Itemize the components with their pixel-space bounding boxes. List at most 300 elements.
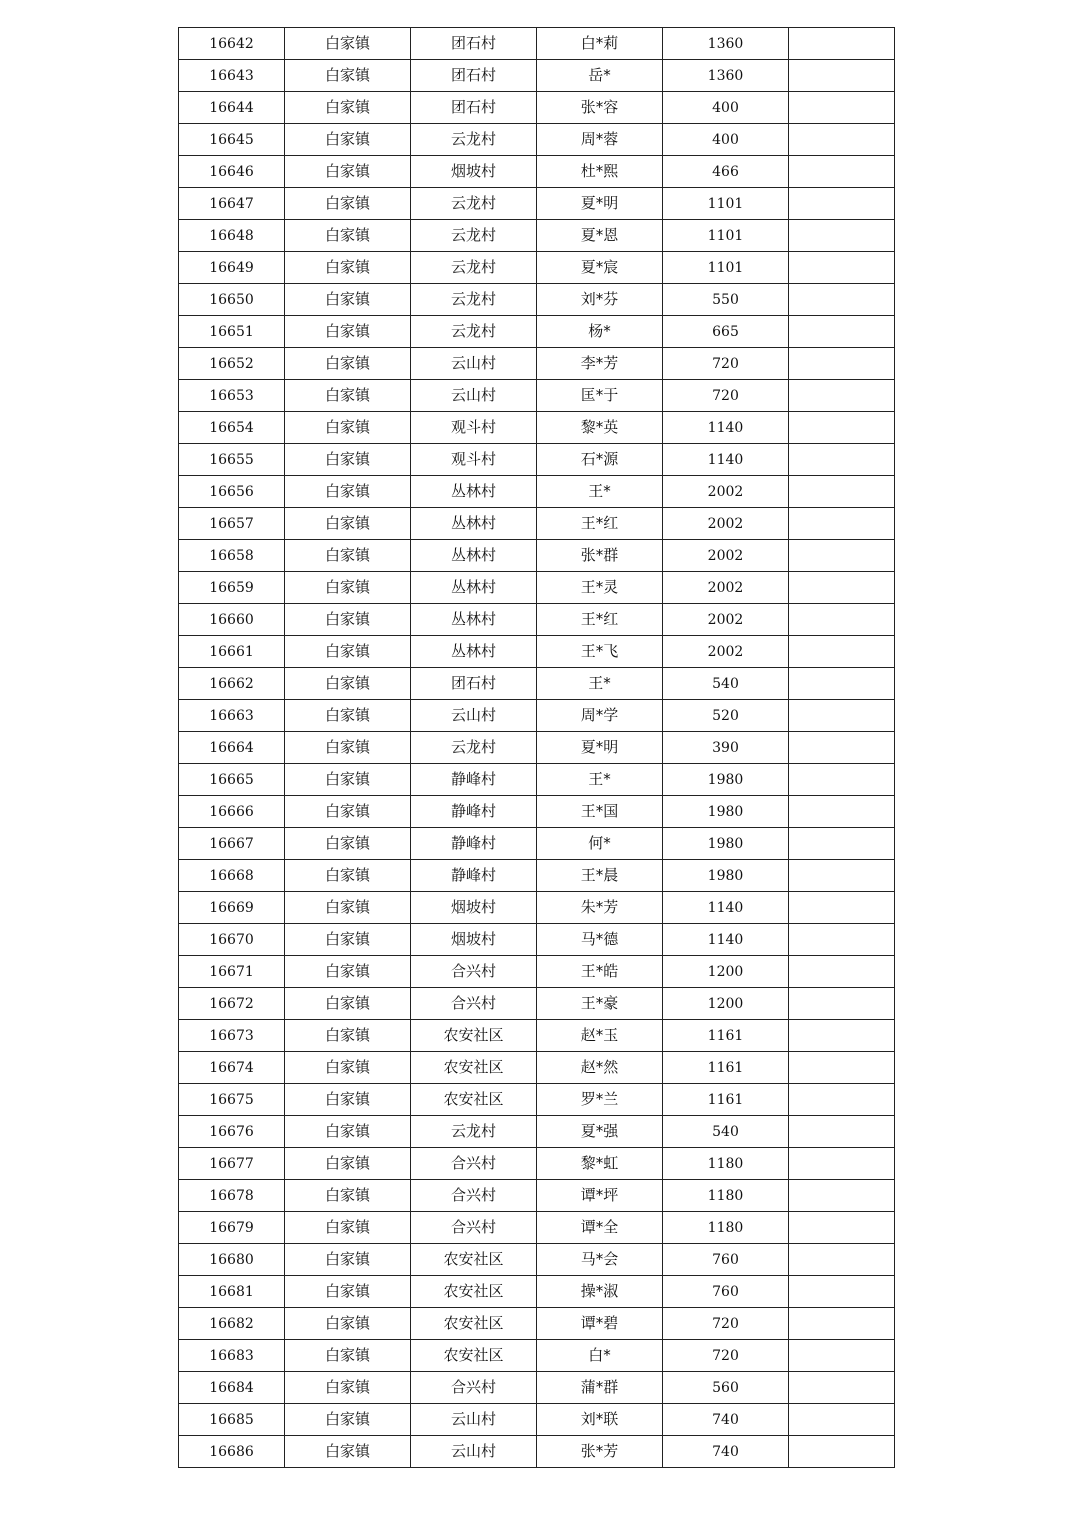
cell-amount: 1360: [663, 60, 789, 92]
cell-note: [789, 1276, 895, 1308]
cell-village: 合兴村: [411, 1180, 537, 1212]
cell-name: 杨*: [537, 316, 663, 348]
cell-village: 合兴村: [411, 956, 537, 988]
cell-village: 团石村: [411, 28, 537, 60]
cell-id: 16650: [179, 284, 285, 316]
table-row: [179, 124, 895, 156]
table-row: [179, 348, 895, 380]
cell-amount: 2002: [663, 636, 789, 668]
table-row: [179, 1308, 895, 1340]
cell-name: 马*会: [537, 1244, 663, 1276]
cell-name: 夏*宸: [537, 252, 663, 284]
cell-town: 白家镇: [285, 508, 411, 540]
cell-village: 农安社区: [411, 1244, 537, 1276]
cell-amount: 720: [663, 348, 789, 380]
cell-village: 云山村: [411, 700, 537, 732]
table-row: [179, 60, 895, 92]
cell-name: 刘*联: [537, 1404, 663, 1436]
cell-id: 16668: [179, 860, 285, 892]
cell-note: [789, 60, 895, 92]
cell-name: 黎*英: [537, 412, 663, 444]
table-row: [179, 444, 895, 476]
cell-note: [789, 924, 895, 956]
cell-id: 16660: [179, 604, 285, 636]
cell-town: 白家镇: [285, 92, 411, 124]
table-row: [179, 508, 895, 540]
cell-id: 16683: [179, 1340, 285, 1372]
cell-amount: 400: [663, 124, 789, 156]
cell-town: 白家镇: [285, 316, 411, 348]
cell-name: 王*晨: [537, 860, 663, 892]
table-row: [179, 1340, 895, 1372]
cell-name: 王*豪: [537, 988, 663, 1020]
cell-id: 16675: [179, 1084, 285, 1116]
cell-amount: 550: [663, 284, 789, 316]
cell-id: 16654: [179, 412, 285, 444]
cell-village: 烟坡村: [411, 156, 537, 188]
cell-town: 白家镇: [285, 1276, 411, 1308]
cell-name: 王*: [537, 476, 663, 508]
table-row: [179, 572, 895, 604]
cell-town: 白家镇: [285, 572, 411, 604]
cell-name: 黎*虹: [537, 1148, 663, 1180]
cell-village: 丛林村: [411, 508, 537, 540]
cell-note: [789, 1052, 895, 1084]
table-row: [179, 924, 895, 956]
cell-name: 李*芳: [537, 348, 663, 380]
cell-note: [789, 764, 895, 796]
cell-amount: 1980: [663, 796, 789, 828]
table-row: [179, 1020, 895, 1052]
cell-note: [789, 892, 895, 924]
cell-town: 白家镇: [285, 540, 411, 572]
cell-town: 白家镇: [285, 284, 411, 316]
cell-village: 静峰村: [411, 764, 537, 796]
cell-town: 白家镇: [285, 252, 411, 284]
cell-id: 16658: [179, 540, 285, 572]
cell-note: [789, 220, 895, 252]
cell-id: 16646: [179, 156, 285, 188]
cell-note: [789, 1372, 895, 1404]
table-row: [179, 1180, 895, 1212]
table-row: [179, 1084, 895, 1116]
cell-town: 白家镇: [285, 1116, 411, 1148]
cell-note: [789, 1244, 895, 1276]
cell-amount: 760: [663, 1276, 789, 1308]
cell-town: 白家镇: [285, 156, 411, 188]
table-row: [179, 1372, 895, 1404]
cell-note: [789, 700, 895, 732]
cell-amount: 540: [663, 1116, 789, 1148]
cell-amount: 1161: [663, 1084, 789, 1116]
table-row: [179, 1212, 895, 1244]
cell-note: [789, 508, 895, 540]
cell-town: 白家镇: [285, 1308, 411, 1340]
cell-name: 周*学: [537, 700, 663, 732]
table-row: [179, 892, 895, 924]
cell-name: 岳*: [537, 60, 663, 92]
cell-village: 农安社区: [411, 1052, 537, 1084]
cell-note: [789, 1148, 895, 1180]
cell-id: 16678: [179, 1180, 285, 1212]
cell-town: 白家镇: [285, 764, 411, 796]
cell-town: 白家镇: [285, 188, 411, 220]
cell-amount: 466: [663, 156, 789, 188]
cell-village: 云龙村: [411, 220, 537, 252]
cell-town: 白家镇: [285, 732, 411, 764]
cell-town: 白家镇: [285, 604, 411, 636]
cell-note: [789, 412, 895, 444]
cell-id: 16677: [179, 1148, 285, 1180]
cell-village: 农安社区: [411, 1276, 537, 1308]
cell-name: 王*飞: [537, 636, 663, 668]
cell-town: 白家镇: [285, 796, 411, 828]
cell-town: 白家镇: [285, 1020, 411, 1052]
cell-village: 云龙村: [411, 1116, 537, 1148]
cell-town: 白家镇: [285, 444, 411, 476]
cell-town: 白家镇: [285, 220, 411, 252]
cell-village: 团石村: [411, 92, 537, 124]
table-row: [179, 860, 895, 892]
table-body: [179, 28, 895, 1468]
cell-amount: 1980: [663, 764, 789, 796]
cell-id: 16642: [179, 28, 285, 60]
cell-town: 白家镇: [285, 380, 411, 412]
cell-id: 16676: [179, 1116, 285, 1148]
table-row: [179, 636, 895, 668]
cell-amount: 2002: [663, 476, 789, 508]
cell-amount: 1180: [663, 1212, 789, 1244]
cell-village: 农安社区: [411, 1308, 537, 1340]
table-row: [179, 1052, 895, 1084]
cell-amount: 2002: [663, 508, 789, 540]
cell-note: [789, 572, 895, 604]
table-row: [179, 188, 895, 220]
cell-id: 16648: [179, 220, 285, 252]
cell-town: 白家镇: [285, 476, 411, 508]
cell-note: [789, 956, 895, 988]
cell-note: [789, 540, 895, 572]
cell-id: 16643: [179, 60, 285, 92]
cell-id: 16669: [179, 892, 285, 924]
cell-village: 合兴村: [411, 1372, 537, 1404]
cell-village: 云山村: [411, 348, 537, 380]
cell-amount: 720: [663, 1340, 789, 1372]
cell-amount: 760: [663, 1244, 789, 1276]
cell-amount: 1101: [663, 252, 789, 284]
cell-note: [789, 1180, 895, 1212]
cell-name: 匡*于: [537, 380, 663, 412]
cell-name: 石*源: [537, 444, 663, 476]
cell-town: 白家镇: [285, 1372, 411, 1404]
table-row: [179, 1148, 895, 1180]
cell-id: 16663: [179, 700, 285, 732]
cell-note: [789, 636, 895, 668]
cell-village: 团石村: [411, 668, 537, 700]
cell-village: 云龙村: [411, 124, 537, 156]
cell-village: 静峰村: [411, 828, 537, 860]
cell-name: 蒲*群: [537, 1372, 663, 1404]
cell-note: [789, 92, 895, 124]
cell-name: 白*: [537, 1340, 663, 1372]
table-row: [179, 956, 895, 988]
table-row: [179, 764, 895, 796]
table-row: [179, 604, 895, 636]
cell-name: 谭*全: [537, 1212, 663, 1244]
cell-town: 白家镇: [285, 860, 411, 892]
cell-village: 云山村: [411, 1404, 537, 1436]
cell-amount: 1161: [663, 1052, 789, 1084]
table-row: [179, 796, 895, 828]
cell-id: 16686: [179, 1436, 285, 1468]
cell-name: 赵*然: [537, 1052, 663, 1084]
cell-name: 谭*碧: [537, 1308, 663, 1340]
cell-town: 白家镇: [285, 924, 411, 956]
cell-village: 农安社区: [411, 1340, 537, 1372]
cell-note: [789, 1116, 895, 1148]
cell-town: 白家镇: [285, 1084, 411, 1116]
cell-village: 农安社区: [411, 1020, 537, 1052]
cell-id: 16652: [179, 348, 285, 380]
cell-note: [789, 1308, 895, 1340]
cell-amount: 720: [663, 1308, 789, 1340]
cell-name: 白*莉: [537, 28, 663, 60]
cell-id: 16645: [179, 124, 285, 156]
cell-town: 白家镇: [285, 1148, 411, 1180]
cell-amount: 665: [663, 316, 789, 348]
cell-amount: 740: [663, 1404, 789, 1436]
cell-village: 云山村: [411, 380, 537, 412]
cell-id: 16682: [179, 1308, 285, 1340]
cell-note: [789, 444, 895, 476]
cell-village: 丛林村: [411, 476, 537, 508]
cell-amount: 1101: [663, 188, 789, 220]
cell-id: 16647: [179, 188, 285, 220]
cell-village: 合兴村: [411, 1212, 537, 1244]
cell-town: 白家镇: [285, 124, 411, 156]
cell-amount: 1161: [663, 1020, 789, 1052]
table-row: [179, 380, 895, 412]
table-row: [179, 28, 895, 60]
cell-town: 白家镇: [285, 828, 411, 860]
cell-amount: 1140: [663, 412, 789, 444]
cell-id: 16684: [179, 1372, 285, 1404]
cell-name: 杜*熙: [537, 156, 663, 188]
cell-note: [789, 604, 895, 636]
cell-village: 云龙村: [411, 188, 537, 220]
subsidy-table: [178, 27, 895, 1468]
cell-village: 烟坡村: [411, 892, 537, 924]
cell-name: 何*: [537, 828, 663, 860]
cell-town: 白家镇: [285, 1180, 411, 1212]
cell-id: 16644: [179, 92, 285, 124]
cell-village: 静峰村: [411, 796, 537, 828]
table-row: [179, 988, 895, 1020]
cell-amount: 1980: [663, 860, 789, 892]
cell-amount: 1140: [663, 892, 789, 924]
cell-note: [789, 1020, 895, 1052]
cell-amount: 1140: [663, 444, 789, 476]
cell-village: 丛林村: [411, 604, 537, 636]
cell-note: [789, 476, 895, 508]
cell-amount: 1360: [663, 28, 789, 60]
cell-amount: 720: [663, 380, 789, 412]
cell-town: 白家镇: [285, 956, 411, 988]
cell-village: 云龙村: [411, 316, 537, 348]
table-row: [179, 700, 895, 732]
cell-note: [789, 284, 895, 316]
cell-name: 赵*玉: [537, 1020, 663, 1052]
cell-town: 白家镇: [285, 60, 411, 92]
cell-id: 16679: [179, 1212, 285, 1244]
cell-amount: 560: [663, 1372, 789, 1404]
cell-town: 白家镇: [285, 668, 411, 700]
cell-note: [789, 988, 895, 1020]
table-row: [179, 732, 895, 764]
cell-village: 观斗村: [411, 444, 537, 476]
cell-note: [789, 796, 895, 828]
cell-name: 张*容: [537, 92, 663, 124]
cell-name: 周*蓉: [537, 124, 663, 156]
cell-note: [789, 28, 895, 60]
cell-amount: 2002: [663, 604, 789, 636]
cell-name: 操*淑: [537, 1276, 663, 1308]
cell-town: 白家镇: [285, 1212, 411, 1244]
table-row: [179, 1276, 895, 1308]
cell-name: 张*芳: [537, 1436, 663, 1468]
cell-name: 王*红: [537, 604, 663, 636]
cell-name: 王*皓: [537, 956, 663, 988]
cell-id: 16655: [179, 444, 285, 476]
table-row: [179, 316, 895, 348]
cell-amount: 390: [663, 732, 789, 764]
cell-amount: 400: [663, 92, 789, 124]
cell-id: 16662: [179, 668, 285, 700]
cell-town: 白家镇: [285, 1244, 411, 1276]
cell-note: [789, 1212, 895, 1244]
cell-town: 白家镇: [285, 1436, 411, 1468]
cell-id: 16673: [179, 1020, 285, 1052]
cell-town: 白家镇: [285, 1340, 411, 1372]
cell-village: 云龙村: [411, 284, 537, 316]
cell-amount: 1980: [663, 828, 789, 860]
cell-note: [789, 348, 895, 380]
cell-amount: 1140: [663, 924, 789, 956]
cell-village: 云山村: [411, 1436, 537, 1468]
cell-town: 白家镇: [285, 348, 411, 380]
cell-id: 16670: [179, 924, 285, 956]
cell-id: 16664: [179, 732, 285, 764]
cell-name: 王*灵: [537, 572, 663, 604]
cell-note: [789, 1436, 895, 1468]
cell-id: 16666: [179, 796, 285, 828]
cell-note: [789, 316, 895, 348]
cell-name: 夏*强: [537, 1116, 663, 1148]
cell-name: 张*群: [537, 540, 663, 572]
cell-id: 16681: [179, 1276, 285, 1308]
cell-village: 合兴村: [411, 988, 537, 1020]
cell-id: 16665: [179, 764, 285, 796]
cell-note: [789, 1340, 895, 1372]
cell-name: 谭*坪: [537, 1180, 663, 1212]
cell-amount: 1101: [663, 220, 789, 252]
cell-id: 16680: [179, 1244, 285, 1276]
cell-note: [789, 380, 895, 412]
cell-name: 王*: [537, 764, 663, 796]
cell-amount: 540: [663, 668, 789, 700]
table-row: [179, 1244, 895, 1276]
cell-village: 合兴村: [411, 1148, 537, 1180]
cell-town: 白家镇: [285, 1052, 411, 1084]
table-row: [179, 252, 895, 284]
cell-id: 16653: [179, 380, 285, 412]
cell-name: 王*国: [537, 796, 663, 828]
table-row: [179, 412, 895, 444]
cell-note: [789, 668, 895, 700]
cell-amount: 2002: [663, 572, 789, 604]
cell-village: 团石村: [411, 60, 537, 92]
cell-name: 夏*明: [537, 188, 663, 220]
cell-village: 丛林村: [411, 572, 537, 604]
cell-id: 16671: [179, 956, 285, 988]
table-row: [179, 220, 895, 252]
cell-id: 16672: [179, 988, 285, 1020]
cell-name: 王*: [537, 668, 663, 700]
cell-town: 白家镇: [285, 28, 411, 60]
cell-village: 观斗村: [411, 412, 537, 444]
cell-town: 白家镇: [285, 412, 411, 444]
cell-id: 16657: [179, 508, 285, 540]
cell-name: 刘*芬: [537, 284, 663, 316]
cell-village: 静峰村: [411, 860, 537, 892]
cell-town: 白家镇: [285, 1404, 411, 1436]
cell-note: [789, 188, 895, 220]
cell-id: 16656: [179, 476, 285, 508]
cell-amount: 1200: [663, 988, 789, 1020]
table-row: [179, 1404, 895, 1436]
cell-note: [789, 828, 895, 860]
cell-note: [789, 860, 895, 892]
cell-note: [789, 732, 895, 764]
cell-amount: 520: [663, 700, 789, 732]
cell-village: 丛林村: [411, 540, 537, 572]
cell-id: 16659: [179, 572, 285, 604]
cell-id: 16661: [179, 636, 285, 668]
cell-amount: 1180: [663, 1148, 789, 1180]
cell-note: [789, 156, 895, 188]
cell-name: 夏*恩: [537, 220, 663, 252]
cell-name: 朱*芳: [537, 892, 663, 924]
table-row: [179, 668, 895, 700]
cell-town: 白家镇: [285, 700, 411, 732]
table-row: [179, 828, 895, 860]
cell-village: 丛林村: [411, 636, 537, 668]
cell-name: 马*德: [537, 924, 663, 956]
cell-amount: 1180: [663, 1180, 789, 1212]
cell-town: 白家镇: [285, 988, 411, 1020]
cell-village: 云龙村: [411, 732, 537, 764]
cell-note: [789, 1084, 895, 1116]
cell-id: 16651: [179, 316, 285, 348]
cell-town: 白家镇: [285, 892, 411, 924]
cell-amount: 740: [663, 1436, 789, 1468]
cell-name: 罗*兰: [537, 1084, 663, 1116]
cell-note: [789, 252, 895, 284]
table-row: [179, 284, 895, 316]
table-row: [179, 476, 895, 508]
table-row: [179, 1436, 895, 1468]
cell-id: 16685: [179, 1404, 285, 1436]
